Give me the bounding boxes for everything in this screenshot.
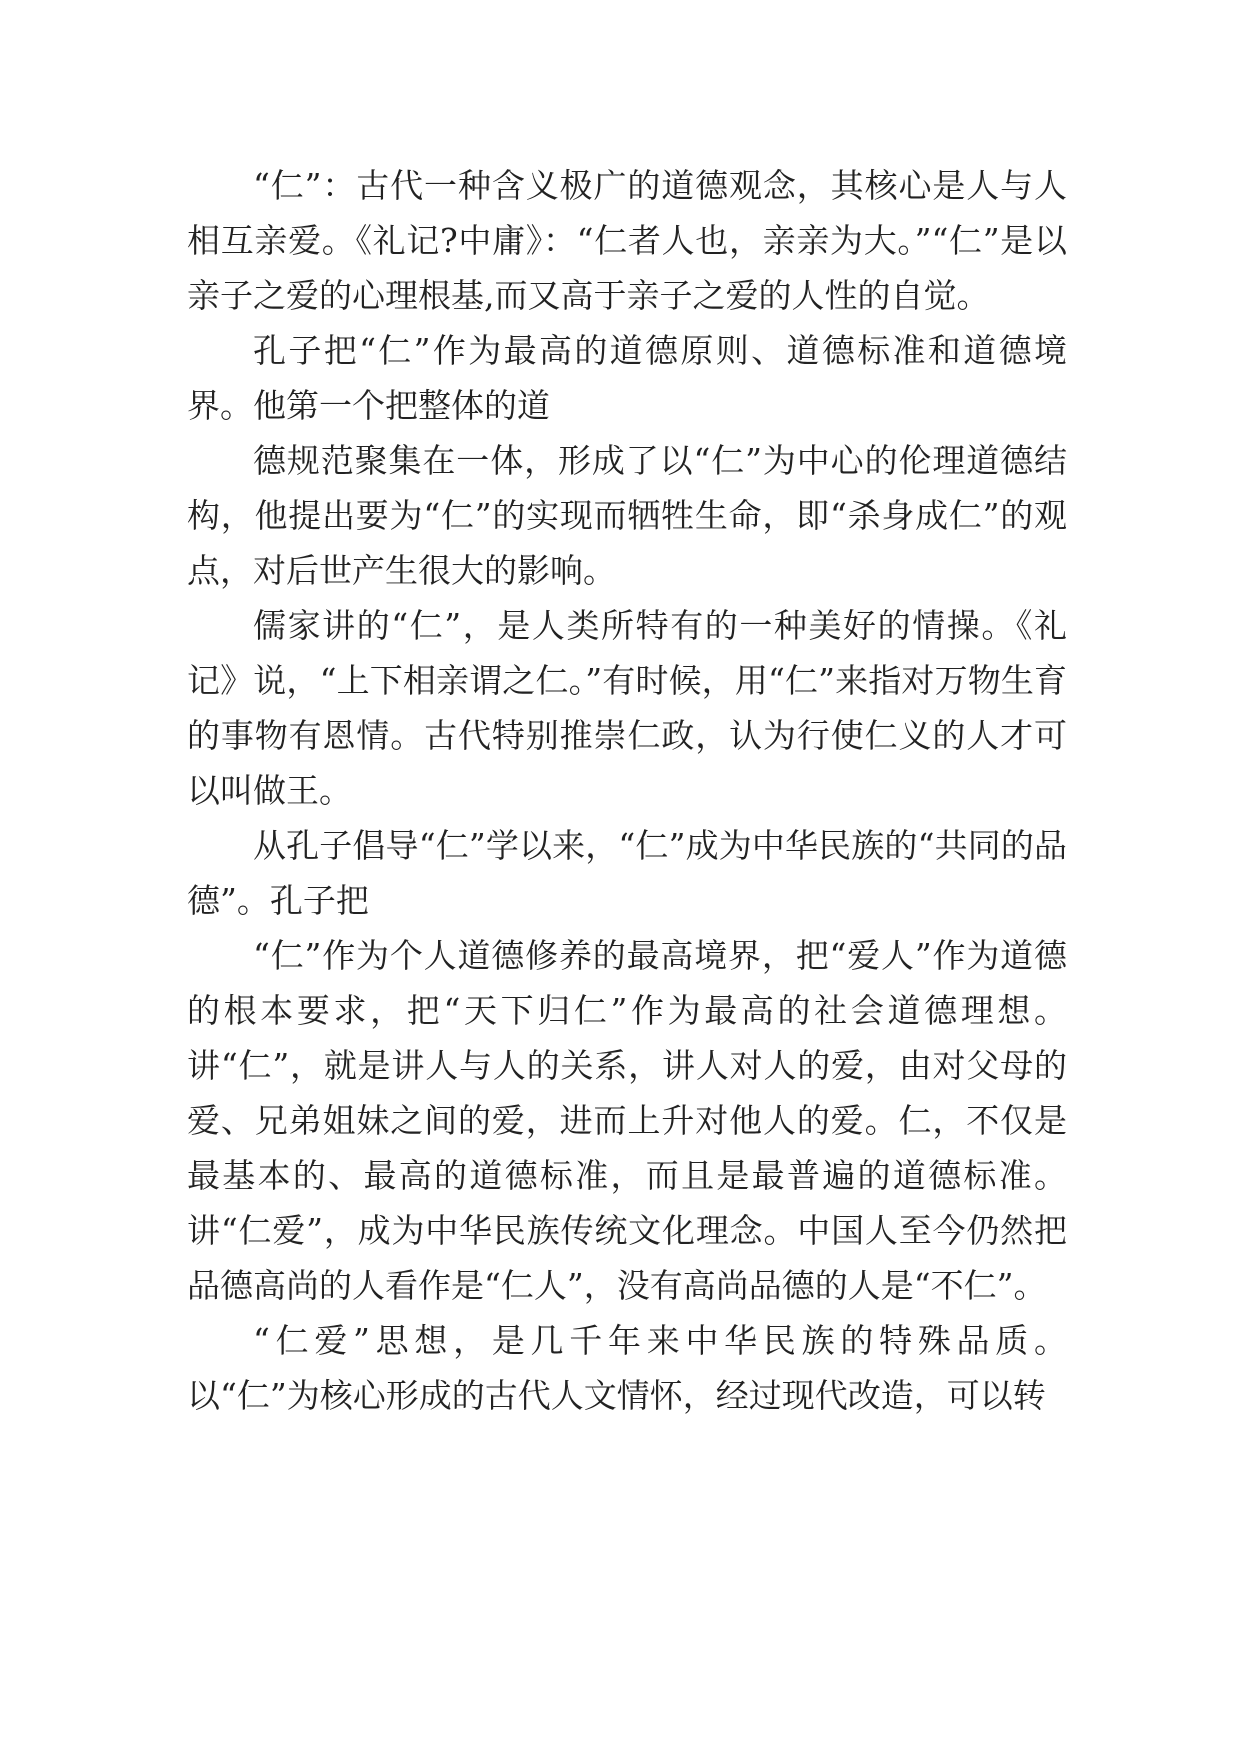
document-body xyxy=(187,158,1067,1423)
paragraph-5: 从孔子倡导“仁”学以来，“仁”成为中华民族的“共同的品德”。孔子把 xyxy=(187,826,1067,920)
paragraph-7: “仁爱”思想，是几千年来中华民族的特殊品质。以“仁”为核心形成的古代人文情怀，经过现代改造，可以转 xyxy=(187,1321,1067,1415)
paragraph-3: 德规范聚集在一体，形成了以“仁”为中心的伦理道德结构，他提出要为“仁”的实现而牺牲生命，即“杀身成仁”的观点，对后世产生很大的影响。 xyxy=(187,441,1067,590)
paragraph-6: “仁”作为个人道德修养的最高境界，把“爱人”作为道德的根本要求，把“天下归仁”作为最高的社会道德理想。讲“仁”，就是讲人与人的关系，讲人对人的爱，由对父母的爱、兄弟姐妹之间的爱，进而上升对他人的爱。仁，不仅是最基本的、最高的道德标准，而且是最普遍的道德标准。讲“仁爱”，成为中华民族传统文化理念。中国人至今仍然把品德高尚的人看作是“仁人”，没有高尚品德的人是“不仁”。 xyxy=(187,936,1067,1305)
paragraph-2: 孔子把“仁”作为最高的道德原则、道德标准和道德境界。他第一个把整体的道 xyxy=(187,331,1067,425)
paragraph-1: “仁”：古代一种含义极广的道德观念，其核心是人与人相互亲爱。《礼记?中庸》：“仁者人也，亲亲为大。”“仁”是以亲子之爱的心理根基,而又高于亲子之爱的人性的自觉。 xyxy=(187,166,1067,315)
paragraph-4: 儒家讲的“仁”，是人类所特有的一种美好的情操。《礼记》说，“上下相亲谓之仁。”有时候，用“仁”来指对万物生育的事物有恩情。古代特别推崇仁政，认为行使仁义的人才可以叫做王。 xyxy=(187,606,1067,810)
